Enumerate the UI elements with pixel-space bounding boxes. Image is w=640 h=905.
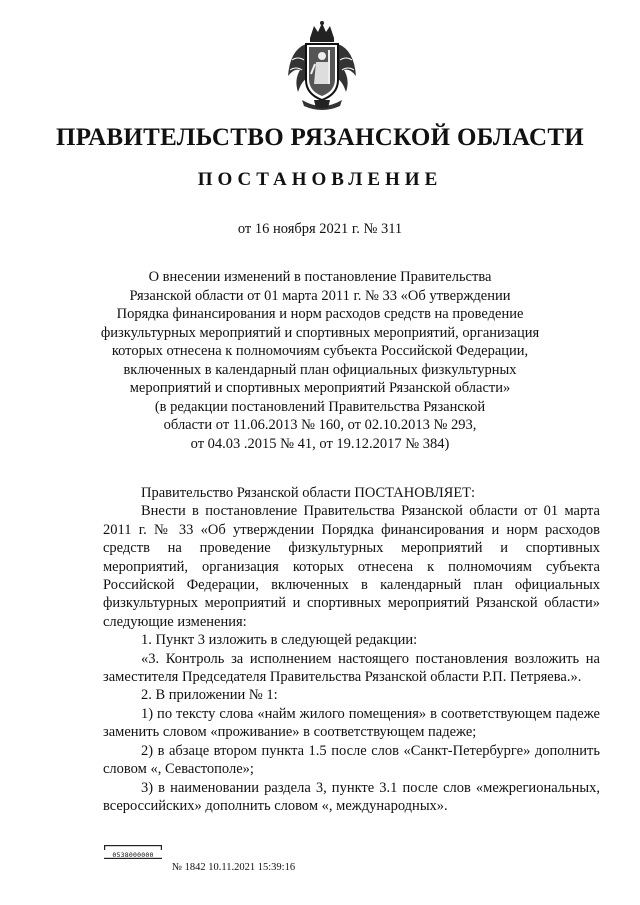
body-paragraph: Правительство Рязанской области ПОСТАНОВЛЯЕТ: <box>141 485 476 501</box>
barcode-digits: 0538000000 <box>112 851 154 859</box>
subject-line: области от 11.06.2013 № 160, от 02.10.2013 № 293, <box>163 417 477 433</box>
subject-line: от 04.03 .2015 № 41, от 19.12.2017 № 384) <box>190 435 450 452</box>
subject-line: включенных в календарный план официальных физкультурных <box>123 361 517 378</box>
body-paragraph: Внести в постановление Правительства Рязанской области от 01 марта 2011 г. № 33 «Об утверждении Порядка финансирования и норм расходов средств на проведение физкультурных мероприятий и спортивных мероприятий, организация которых отнесена к полномочиям субъекта Российской Федерации, включенных в календарный план официальных физкультурных мероприятий и спортивных мероприятий Рязанской области» следующие изменения: <box>103 503 600 630</box>
coat-of-arms-icon <box>284 20 360 112</box>
document-type: ПОСТАНОВЛЕНИЕ <box>197 169 443 190</box>
body-paragraph: 1. Пункт 3 изложить в следующей редакции: <box>141 632 418 649</box>
document-body <box>103 484 600 815</box>
subject-line: физкультурных мероприятий и спортивных мероприятий, организация <box>100 324 540 341</box>
body-paragraph: 1) по тексту слова «найм жилого помещения» в соответствующем падеже заменить словом «проживание» в соответствующем падеже; <box>103 705 600 741</box>
subject-line: Рязанской области от 01 марта 2011 г. № 33 «Об утверждении <box>129 287 511 304</box>
body-paragraph: 2. В приложении № 1: <box>141 687 278 704</box>
subject-line: которых отнесена к полномочиям субъекта Российской Федерации, <box>111 343 529 359</box>
document-date-number: от 16 ноября 2021 г. № 311 <box>237 221 403 237</box>
body-paragraph: 2) в абзаце втором пункта 1.5 после слов «Санкт-Петербурге» дополнить словом «, Севастополе»; <box>103 742 600 778</box>
subject-line: Порядка финансирования и норм расходов средств на проведение <box>116 306 524 322</box>
document-subject <box>100 268 540 453</box>
subject-line: О внесении изменений в постановление Правительства <box>148 269 492 285</box>
government-title: ПРАВИТЕЛЬСТВО РЯЗАНСКОЙ ОБЛАСТИ <box>55 124 585 151</box>
body-paragraph: 3) в наименовании раздела 3, пункте 3.1 после слов «межрегиональных, всероссийских» дополнить словом «, международных». <box>103 779 600 814</box>
subject-line: (в редакции постановлений Правительства Рязанской <box>154 398 486 415</box>
body-paragraph: «3. Контроль за исполнением настоящего постановления возложить на заместителя Председателя Правительства Рязанской области Р.П. Петряева.». <box>103 650 600 686</box>
registration-stamp: № 1842 10.11.2021 15:39:16 <box>172 862 296 873</box>
subject-line: мероприятий и спортивных мероприятий Рязанской области» <box>129 380 511 396</box>
